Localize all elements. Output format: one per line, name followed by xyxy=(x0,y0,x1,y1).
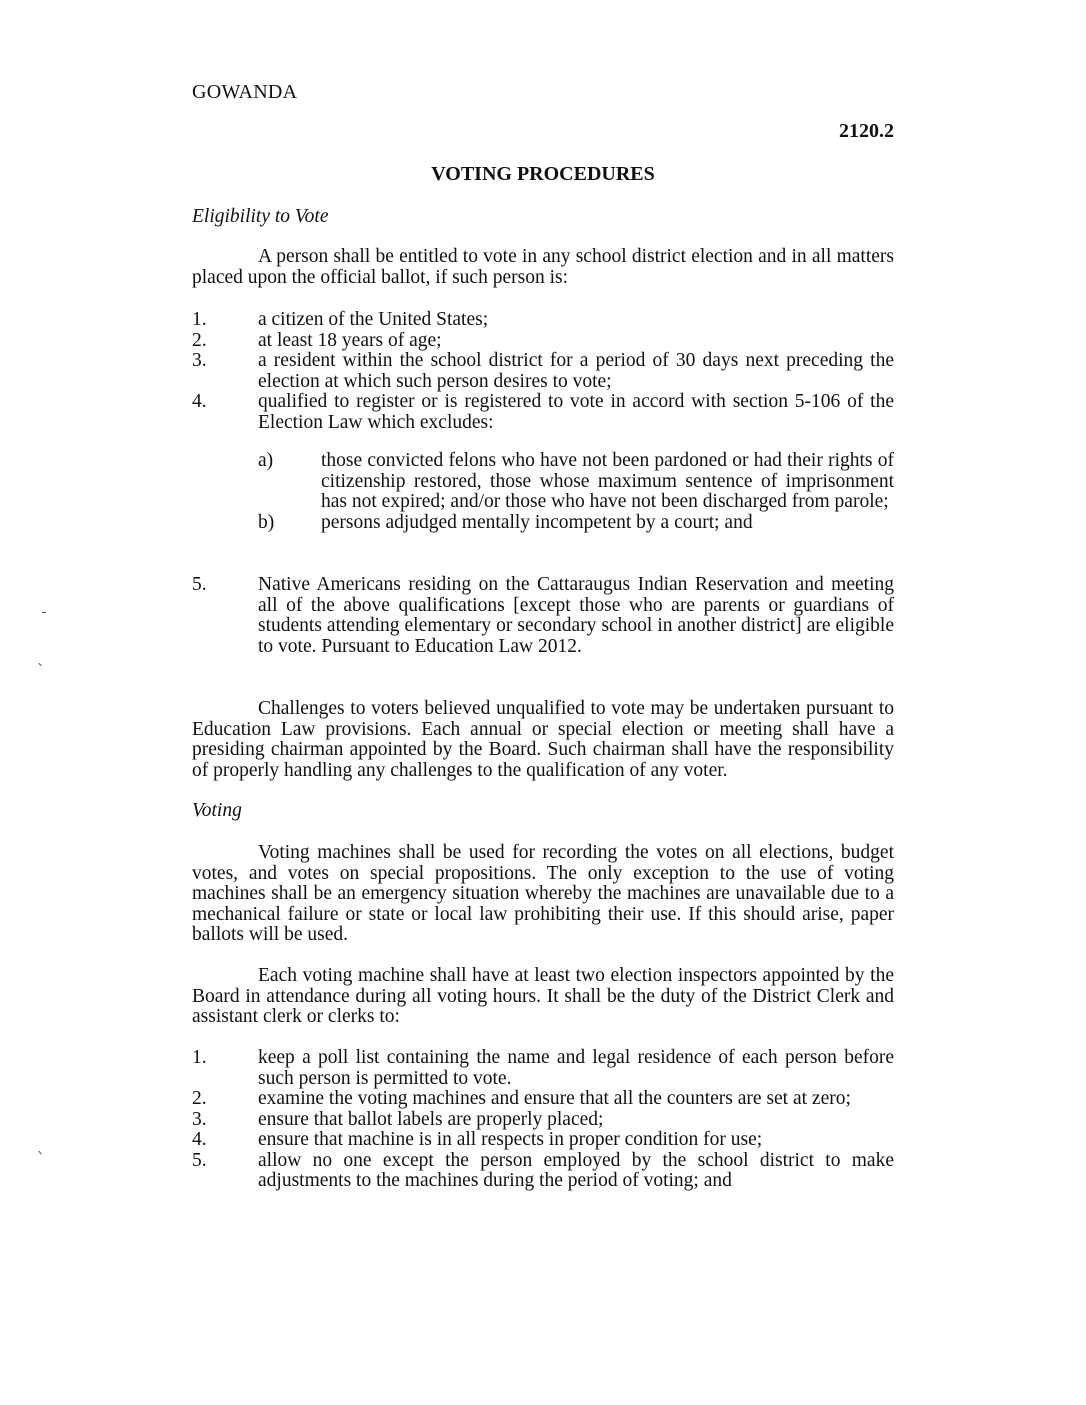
list-item xyxy=(192,1110,894,1131)
list-number: 5. xyxy=(192,574,207,595)
section-heading-eligibility: Eligibility to Vote xyxy=(192,206,329,227)
clerk-duties-list xyxy=(192,1048,894,1192)
list-item xyxy=(192,1048,894,1089)
list-item xyxy=(192,1089,894,1110)
list-number: 2. xyxy=(192,1088,207,1109)
inspectors-paragraph: Each voting machine shall have at least two election inspectors appointed by the Board in attendance during all voting hours. It shall be the duty of the District Clerk and assistant clerk or clerks to: xyxy=(192,965,894,1027)
sublist-letter: b) xyxy=(258,511,275,533)
list-text: at least 18 years of age; xyxy=(258,329,442,351)
list-number: 5. xyxy=(192,1149,207,1171)
district-name: GOWANDA xyxy=(192,81,298,103)
list-item xyxy=(192,392,894,433)
voting-machines-paragraph: Voting machines shall be used for recording the votes on all elections, budget votes, and votes on special propositions. The only exception to the use of voting machines shall be an emergency situation whereby the machines are unavailable due to a mechanical failure or state or local law prohibiting their use. If this should arise, paper ballots will be used. xyxy=(192,842,894,945)
section-heading-voting: Voting xyxy=(192,800,242,821)
list-item xyxy=(192,575,894,657)
list-number: 4. xyxy=(192,391,207,412)
eligibility-list-item-5 xyxy=(192,575,894,657)
sublist-text: those convicted felons who have not been pardoned or had their rights of citizenship restored, those whose maximum sentence of imprisonment has not expired; and/or those who have not been discharged from parole; xyxy=(321,450,894,512)
list-item xyxy=(192,1130,894,1151)
scan-speck xyxy=(38,663,42,666)
list-text: keep a poll list containing the name and legal residence of each person before such person is permitted to vote. xyxy=(258,1047,894,1089)
list-text: a citizen of the United States; xyxy=(258,309,489,330)
list-text: allow no one except the person employed by the school district to make adjustments to the machines during the period of voting; and xyxy=(258,1149,894,1191)
list-number: 1. xyxy=(192,309,207,330)
list-text: qualified to register or is registered to vote in accord with section 5-106 of the Election Law which excludes: xyxy=(258,391,894,433)
list-text: a resident within the school district for a period of 30 days next preceding the election at which such person desires to vote; xyxy=(258,350,894,392)
policy-number: 2120.2 xyxy=(839,120,894,142)
list-item xyxy=(192,331,894,352)
list-item xyxy=(192,310,894,331)
list-number: 4. xyxy=(192,1129,207,1150)
sublist-item xyxy=(258,451,894,513)
list-text: examine the voting machines and ensure that all the counters are set at zero; xyxy=(258,1088,851,1109)
challenges-paragraph: Challenges to voters believed unqualified to vote may be undertaken pursuant to Education Law provisions. Each annual or special election or meeting shall have a presiding chairman appointed by the Board. Such chairman shall have the responsibility of properly handling any challenges to the qualification of any voter. xyxy=(192,698,894,781)
list-item xyxy=(192,351,894,392)
sublist-text: persons adjudged mentally incompetent by a court; and xyxy=(321,511,753,533)
list-item xyxy=(192,1151,894,1192)
exclusion-sublist xyxy=(192,451,894,533)
sublist-letter: a) xyxy=(258,450,274,471)
list-text: ensure that ballot labels are properly placed; xyxy=(258,1108,604,1130)
eligibility-intro: A person shall be entitled to vote in any school district election and in all matters placed upon the official ballot, if such person is: xyxy=(192,246,894,288)
list-number: 3. xyxy=(192,1108,207,1130)
scan-speck xyxy=(42,612,46,613)
list-text: Native Americans residing on the Cattaraugus Indian Reservation and meeting all of the above qualifications [except those who are parents or guardians of students attending elementary or secondary school in another district] are eligible to vote. Pursuant to Education Law 2012. xyxy=(258,574,894,657)
list-number: 2. xyxy=(192,329,207,351)
page-title: VOTING PROCEDURES xyxy=(431,163,655,185)
list-number: 1. xyxy=(192,1047,207,1068)
list-number: 3. xyxy=(192,350,207,371)
eligibility-list xyxy=(192,310,894,433)
sublist-item xyxy=(258,513,894,534)
scan-speck xyxy=(38,1151,41,1155)
list-text: ensure that machine is in all respects in proper condition for use; xyxy=(258,1129,763,1150)
